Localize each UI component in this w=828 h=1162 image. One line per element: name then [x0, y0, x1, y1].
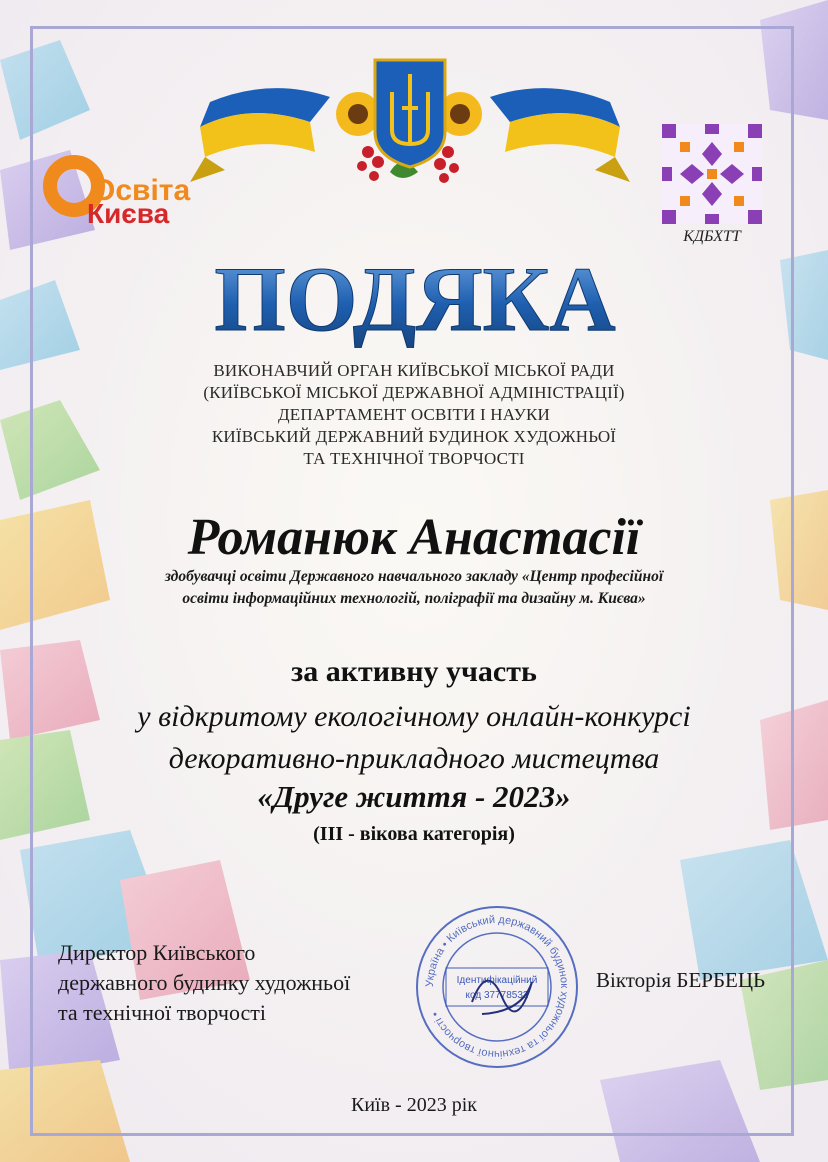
city-year: Київ - 2023 рік	[351, 1094, 477, 1116]
official-stamp	[412, 902, 582, 1072]
organization-line: КИЇВСЬКИЙ ДЕРЖАВНИЙ БУДИНОК ХУДОЖНЬОЇ	[211, 427, 617, 446]
reason-text: за активну участь	[291, 655, 537, 688]
organization-line: ВИКОНАВЧИЙ ОРГАН КИЇВСЬКОЇ МІСЬКОЇ РАДИ	[213, 361, 615, 380]
signer-name: Вікторія БЕРБЕЦЬ	[596, 968, 766, 992]
age-category: (ІІІ - вікова категорія)	[313, 823, 515, 845]
stamp-ring-text: Україна • Київський державний будинок художньої та технічної творчості •	[423, 913, 571, 1061]
contest-line: у відкритому екологічному онлайн-конкурсі	[137, 700, 691, 733]
recipient-details-line: здобувачці освіти Державного навчального закладу «Центр професійної	[164, 568, 664, 585]
embroidery-ornament-icon	[662, 124, 762, 224]
heading-podyaka	[200, 248, 630, 348]
logo-line-1: Освіта	[92, 174, 191, 207]
organization-line: ТА ТЕХНІЧНОЇ ТВОРЧОСТІ	[303, 449, 525, 468]
organization-line: (КИЇВСЬКОЇ МІСЬКОЇ ДЕРЖАВНОЇ АДМІНІСТРАЦІЇ)	[203, 383, 625, 402]
director-line: та технічної творчості	[58, 1000, 266, 1025]
recipient-details-line: освіти інформаційних технологій, поліграфії та дизайну м. Києва»	[182, 590, 646, 607]
contest-description	[0, 696, 828, 780]
director-title	[58, 938, 350, 1028]
director-line: державного будинку художньої	[58, 970, 351, 995]
contest-title: «Друге життя - 2023»	[257, 779, 571, 814]
organization-block	[0, 360, 828, 470]
contest-line: декоративно-прикладного мистецтва	[168, 742, 660, 775]
coat-of-arms-icon	[375, 60, 445, 167]
stamp-center-line-1: Ідентифікаційний	[456, 975, 538, 986]
flag-ribbon-emblem	[190, 52, 630, 192]
organization-line: ДЕПАРТАМЕНТ ОСВІТИ І НАУКИ	[278, 405, 550, 424]
stamp-center-line-2: код 37778532	[465, 990, 529, 1001]
recipient-name: Романюк Анастасії	[187, 509, 641, 566]
director-line: Директор Київського	[58, 940, 256, 965]
heading-text: ПОДЯКА	[214, 248, 616, 348]
logo-line-2: Києва	[87, 198, 170, 229]
ornament-caption: КДБХТТ	[683, 228, 741, 245]
recipient-details	[0, 566, 828, 610]
osvita-kyieva-logo	[42, 148, 227, 228]
